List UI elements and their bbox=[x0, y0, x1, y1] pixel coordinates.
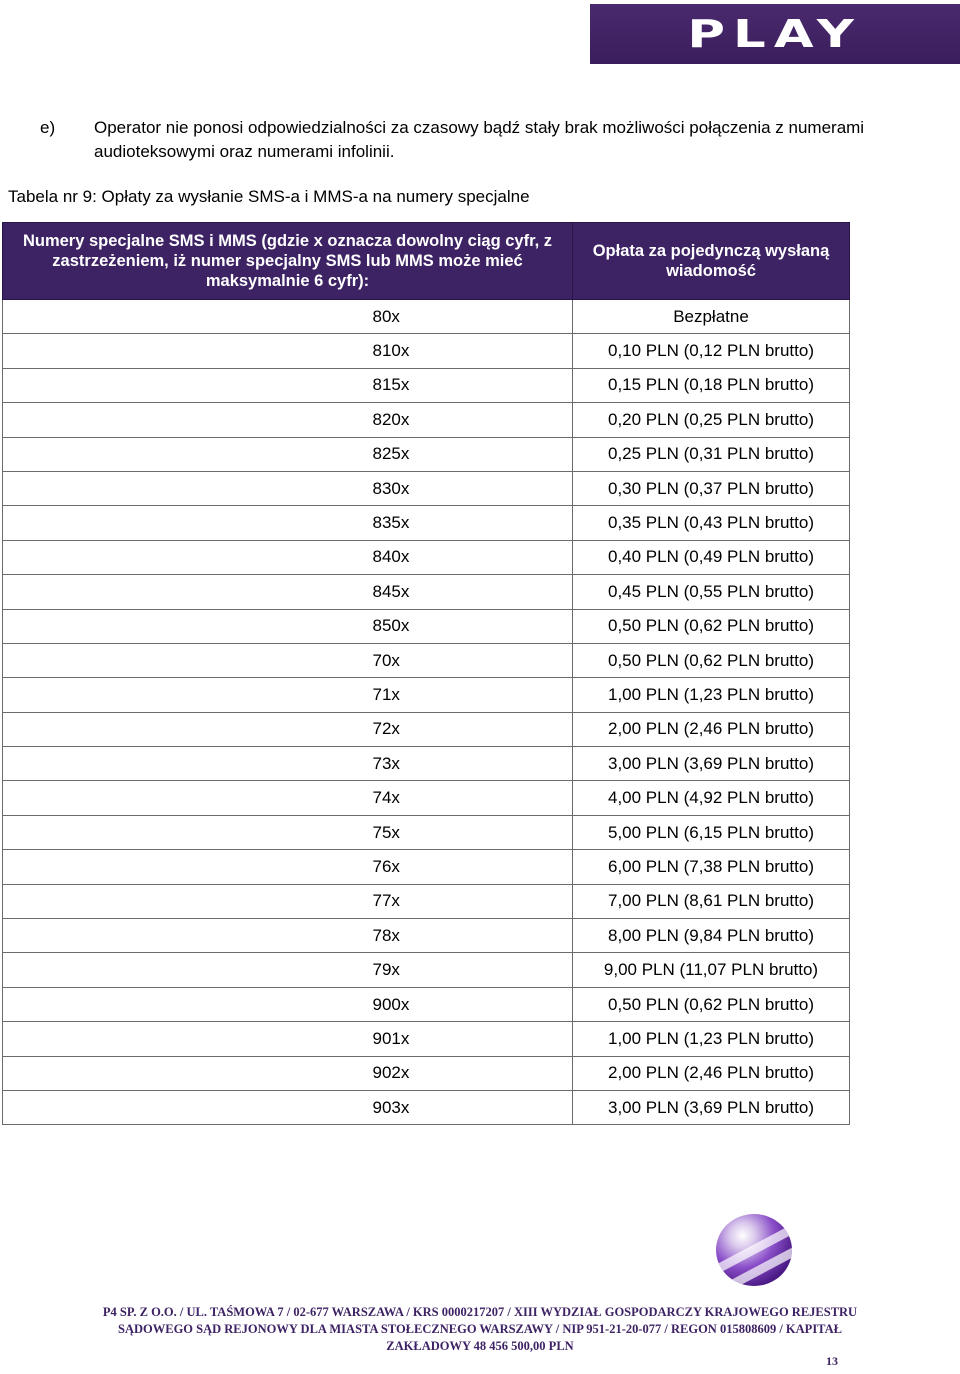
play-logo bbox=[590, 4, 960, 64]
price-cell: 5,00 PLN (6,15 PLN brutto) bbox=[573, 815, 850, 849]
special-number: 76x bbox=[372, 856, 400, 876]
price-cell: 2,00 PLN (2,46 PLN brutto) bbox=[573, 712, 850, 746]
price-cell: 0,45 PLN (0,55 PLN brutto) bbox=[573, 575, 850, 609]
table-row bbox=[3, 1056, 850, 1090]
logo-text: PLAY bbox=[687, 12, 863, 56]
header-numbers: Numery specjalne SMS i MMS (gdzie x oznacza dowolny ciąg cyfr, z zastrzeżeniem, iż numer specjalny SMS lub MMS może mieć maksymalnie 6 cyfr): bbox=[3, 223, 573, 300]
special-number: 825x bbox=[372, 444, 410, 464]
note-letter: e) bbox=[40, 118, 56, 137]
price-cell: 0,50 PLN (0,62 PLN brutto) bbox=[573, 609, 850, 643]
price-cell: 0,40 PLN (0,49 PLN brutto) bbox=[573, 540, 850, 574]
table-row bbox=[3, 1022, 850, 1056]
number-cell bbox=[3, 850, 573, 884]
number-cell bbox=[3, 540, 573, 574]
footer-line-2: SĄDOWEGO SĄD REJONOWY DLA MIASTA STOŁECZNEGO WARSZAWY / NIP 951-21-20-077 / REGON 015808609 / KAPITAŁ bbox=[118, 1322, 842, 1336]
footer-line-1: P4 SP. Z O.O. / UL. TAŚMOWA 7 / 02-677 WARSZAWA / KRS 0000217207 / XIII WYDZIAŁ GOSPODARCZY KRAJOWEGO REJESTRU bbox=[102, 1305, 858, 1319]
number-cell bbox=[3, 781, 573, 815]
price-cell: 3,00 PLN (3,69 PLN brutto) bbox=[573, 747, 850, 781]
special-number: 78x bbox=[372, 925, 400, 945]
number-cell bbox=[3, 368, 573, 402]
price-cell: 0,50 PLN (0,62 PLN brutto) bbox=[573, 643, 850, 677]
special-number: 72x bbox=[372, 719, 400, 739]
price-cell: 9,00 PLN (11,07 PLN brutto) bbox=[573, 953, 850, 987]
number-cell bbox=[3, 471, 573, 505]
special-number: 74x bbox=[372, 788, 400, 808]
special-number: 70x bbox=[372, 650, 400, 670]
table-row bbox=[3, 678, 850, 712]
number-cell bbox=[3, 1022, 573, 1056]
price-cell: 7,00 PLN (8,61 PLN brutto) bbox=[573, 884, 850, 918]
number-cell bbox=[3, 437, 573, 471]
table-row bbox=[3, 437, 850, 471]
special-number: 901x bbox=[372, 1028, 410, 1048]
table-body bbox=[3, 300, 850, 1125]
price-cell: 3,00 PLN (3,69 PLN brutto) bbox=[573, 1090, 850, 1124]
table-row bbox=[3, 368, 850, 402]
number-cell bbox=[3, 815, 573, 849]
table-row bbox=[3, 919, 850, 953]
table-row bbox=[3, 643, 850, 677]
table-row bbox=[3, 506, 850, 540]
number-cell bbox=[3, 953, 573, 987]
table-header-row bbox=[3, 223, 850, 300]
number-cell bbox=[3, 643, 573, 677]
price-cell: 0,30 PLN (0,37 PLN brutto) bbox=[573, 471, 850, 505]
price-cell: 1,00 PLN (1,23 PLN brutto) bbox=[573, 678, 850, 712]
table-row bbox=[3, 884, 850, 918]
table-row bbox=[3, 334, 850, 368]
play-ball-logo bbox=[716, 1214, 792, 1286]
price-cell: 1,00 PLN (1,23 PLN brutto) bbox=[573, 1022, 850, 1056]
price-cell: 0,35 PLN (0,43 PLN brutto) bbox=[573, 506, 850, 540]
price-cell: 0,10 PLN (0,12 PLN brutto) bbox=[573, 334, 850, 368]
number-cell bbox=[3, 334, 573, 368]
table-row bbox=[3, 403, 850, 437]
table-row bbox=[3, 815, 850, 849]
number-cell bbox=[3, 609, 573, 643]
table-row bbox=[3, 609, 850, 643]
number-cell bbox=[3, 678, 573, 712]
price-cell: 0,15 PLN (0,18 PLN brutto) bbox=[573, 368, 850, 402]
table-row bbox=[3, 471, 850, 505]
special-number: 810x bbox=[372, 341, 410, 361]
table-row bbox=[3, 575, 850, 609]
special-number: 75x bbox=[372, 822, 400, 842]
number-cell bbox=[3, 506, 573, 540]
table-row bbox=[3, 712, 850, 746]
number-cell bbox=[3, 919, 573, 953]
special-number: 830x bbox=[372, 478, 410, 498]
special-number: 840x bbox=[372, 547, 410, 567]
number-cell bbox=[3, 747, 573, 781]
special-number: 903x bbox=[372, 1097, 410, 1117]
table-row bbox=[3, 1090, 850, 1124]
special-number: 845x bbox=[372, 581, 410, 601]
special-number: 79x bbox=[372, 960, 400, 980]
number-cell bbox=[3, 712, 573, 746]
number-cell bbox=[3, 987, 573, 1021]
special-number: 80x bbox=[372, 306, 400, 326]
number-cell bbox=[3, 1056, 573, 1090]
price-cell: 0,25 PLN (0,31 PLN brutto) bbox=[573, 437, 850, 471]
rates-table bbox=[2, 222, 850, 1125]
table-row bbox=[3, 540, 850, 574]
price-cell: 0,50 PLN (0,62 PLN brutto) bbox=[573, 987, 850, 1021]
price-cell: 8,00 PLN (9,84 PLN brutto) bbox=[573, 919, 850, 953]
special-number: 73x bbox=[372, 753, 400, 773]
number-cell bbox=[3, 403, 573, 437]
number-cell bbox=[3, 884, 573, 918]
number-cell bbox=[3, 575, 573, 609]
table-caption: Tabela nr 9: Opłaty za wysłanie SMS-a i MMS-a na numery specjalne bbox=[8, 187, 530, 206]
special-number: 77x bbox=[372, 891, 400, 911]
table-row bbox=[3, 747, 850, 781]
table-row bbox=[3, 987, 850, 1021]
note-line-1: Operator nie ponosi odpowiedzialności za czasowy bądź stały brak możliwości połączenia z numerami bbox=[94, 118, 865, 137]
special-number: 835x bbox=[372, 513, 410, 533]
price-cell: 2,00 PLN (2,46 PLN brutto) bbox=[573, 1056, 850, 1090]
special-number: 820x bbox=[372, 409, 410, 429]
special-number: 71x bbox=[372, 684, 400, 704]
footer-line-3: ZAKŁADOWY 48 456 500,00 PLN bbox=[386, 1339, 574, 1353]
table-row bbox=[3, 300, 850, 334]
price-cell: 0,20 PLN (0,25 PLN brutto) bbox=[573, 403, 850, 437]
price-cell: Bezpłatne bbox=[573, 300, 850, 334]
table-row bbox=[3, 850, 850, 884]
footer bbox=[0, 1304, 960, 1355]
page-number: 13 bbox=[826, 1354, 838, 1368]
number-cell bbox=[3, 300, 573, 334]
table-row bbox=[3, 953, 850, 987]
price-cell: 4,00 PLN (4,92 PLN brutto) bbox=[573, 781, 850, 815]
price-cell: 6,00 PLN (7,38 PLN brutto) bbox=[573, 850, 850, 884]
number-cell bbox=[3, 1090, 573, 1124]
special-number: 815x bbox=[372, 375, 410, 395]
note-paragraph bbox=[40, 116, 920, 164]
special-number: 902x bbox=[372, 1063, 410, 1083]
note-line-2: audioteksowymi oraz numerami infolinii. bbox=[94, 142, 395, 161]
special-number: 900x bbox=[372, 994, 410, 1014]
special-number: 850x bbox=[372, 616, 410, 636]
table-row bbox=[3, 781, 850, 815]
header-fee: Opłata za pojedynczą wysłaną wiadomość bbox=[573, 223, 850, 300]
